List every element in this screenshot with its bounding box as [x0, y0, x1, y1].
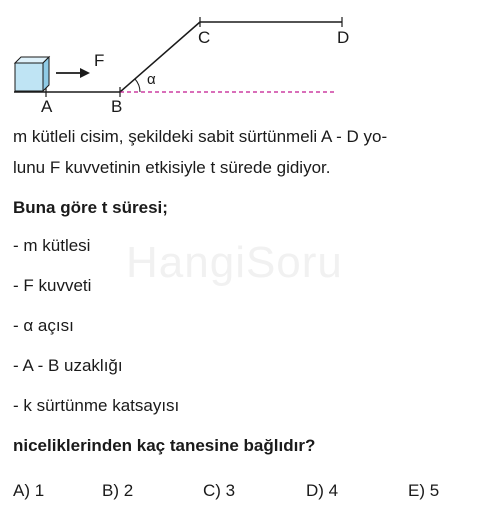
option-b[interactable]: B) 2 [102, 481, 134, 500]
physics-diagram [0, 0, 499, 125]
angle-arc [135, 79, 140, 92]
incline-line [120, 22, 200, 92]
option-d[interactable]: D) 4 [306, 481, 339, 500]
question-intro-line-2: lunu F kuvvetinin etkisiyle t sürede gidiyor. [13, 158, 331, 177]
label-angle: α [147, 71, 156, 88]
label-force: F [94, 51, 105, 70]
list-item: - α açısı [13, 316, 74, 335]
watermark: HangiSoru [126, 238, 343, 287]
label-a: A [41, 97, 53, 116]
question-prompt: Buna göre t süresi; [13, 198, 168, 217]
question-intro-line-1: m kütleli cisim, şekildeki sabit sürtünmeli A - D yo- [13, 127, 388, 146]
list-item: - k sürtünme katsayısı [13, 396, 180, 415]
label-c: C [198, 28, 211, 47]
list-item: - F kuvveti [13, 276, 92, 295]
list-item: - A - B uzaklığı [13, 356, 123, 375]
question-closing: niceliklerinden kaç tanesine bağlıdır? [13, 436, 316, 455]
force-arrow [56, 68, 90, 78]
option-e[interactable]: E) 5 [408, 481, 440, 500]
option-c[interactable]: C) 3 [203, 481, 236, 500]
label-d: D [337, 28, 350, 47]
option-a[interactable]: A) 1 [13, 481, 45, 500]
label-b: B [111, 97, 123, 116]
list-item: - m kütlesi [13, 236, 91, 255]
mass-block [15, 57, 49, 91]
